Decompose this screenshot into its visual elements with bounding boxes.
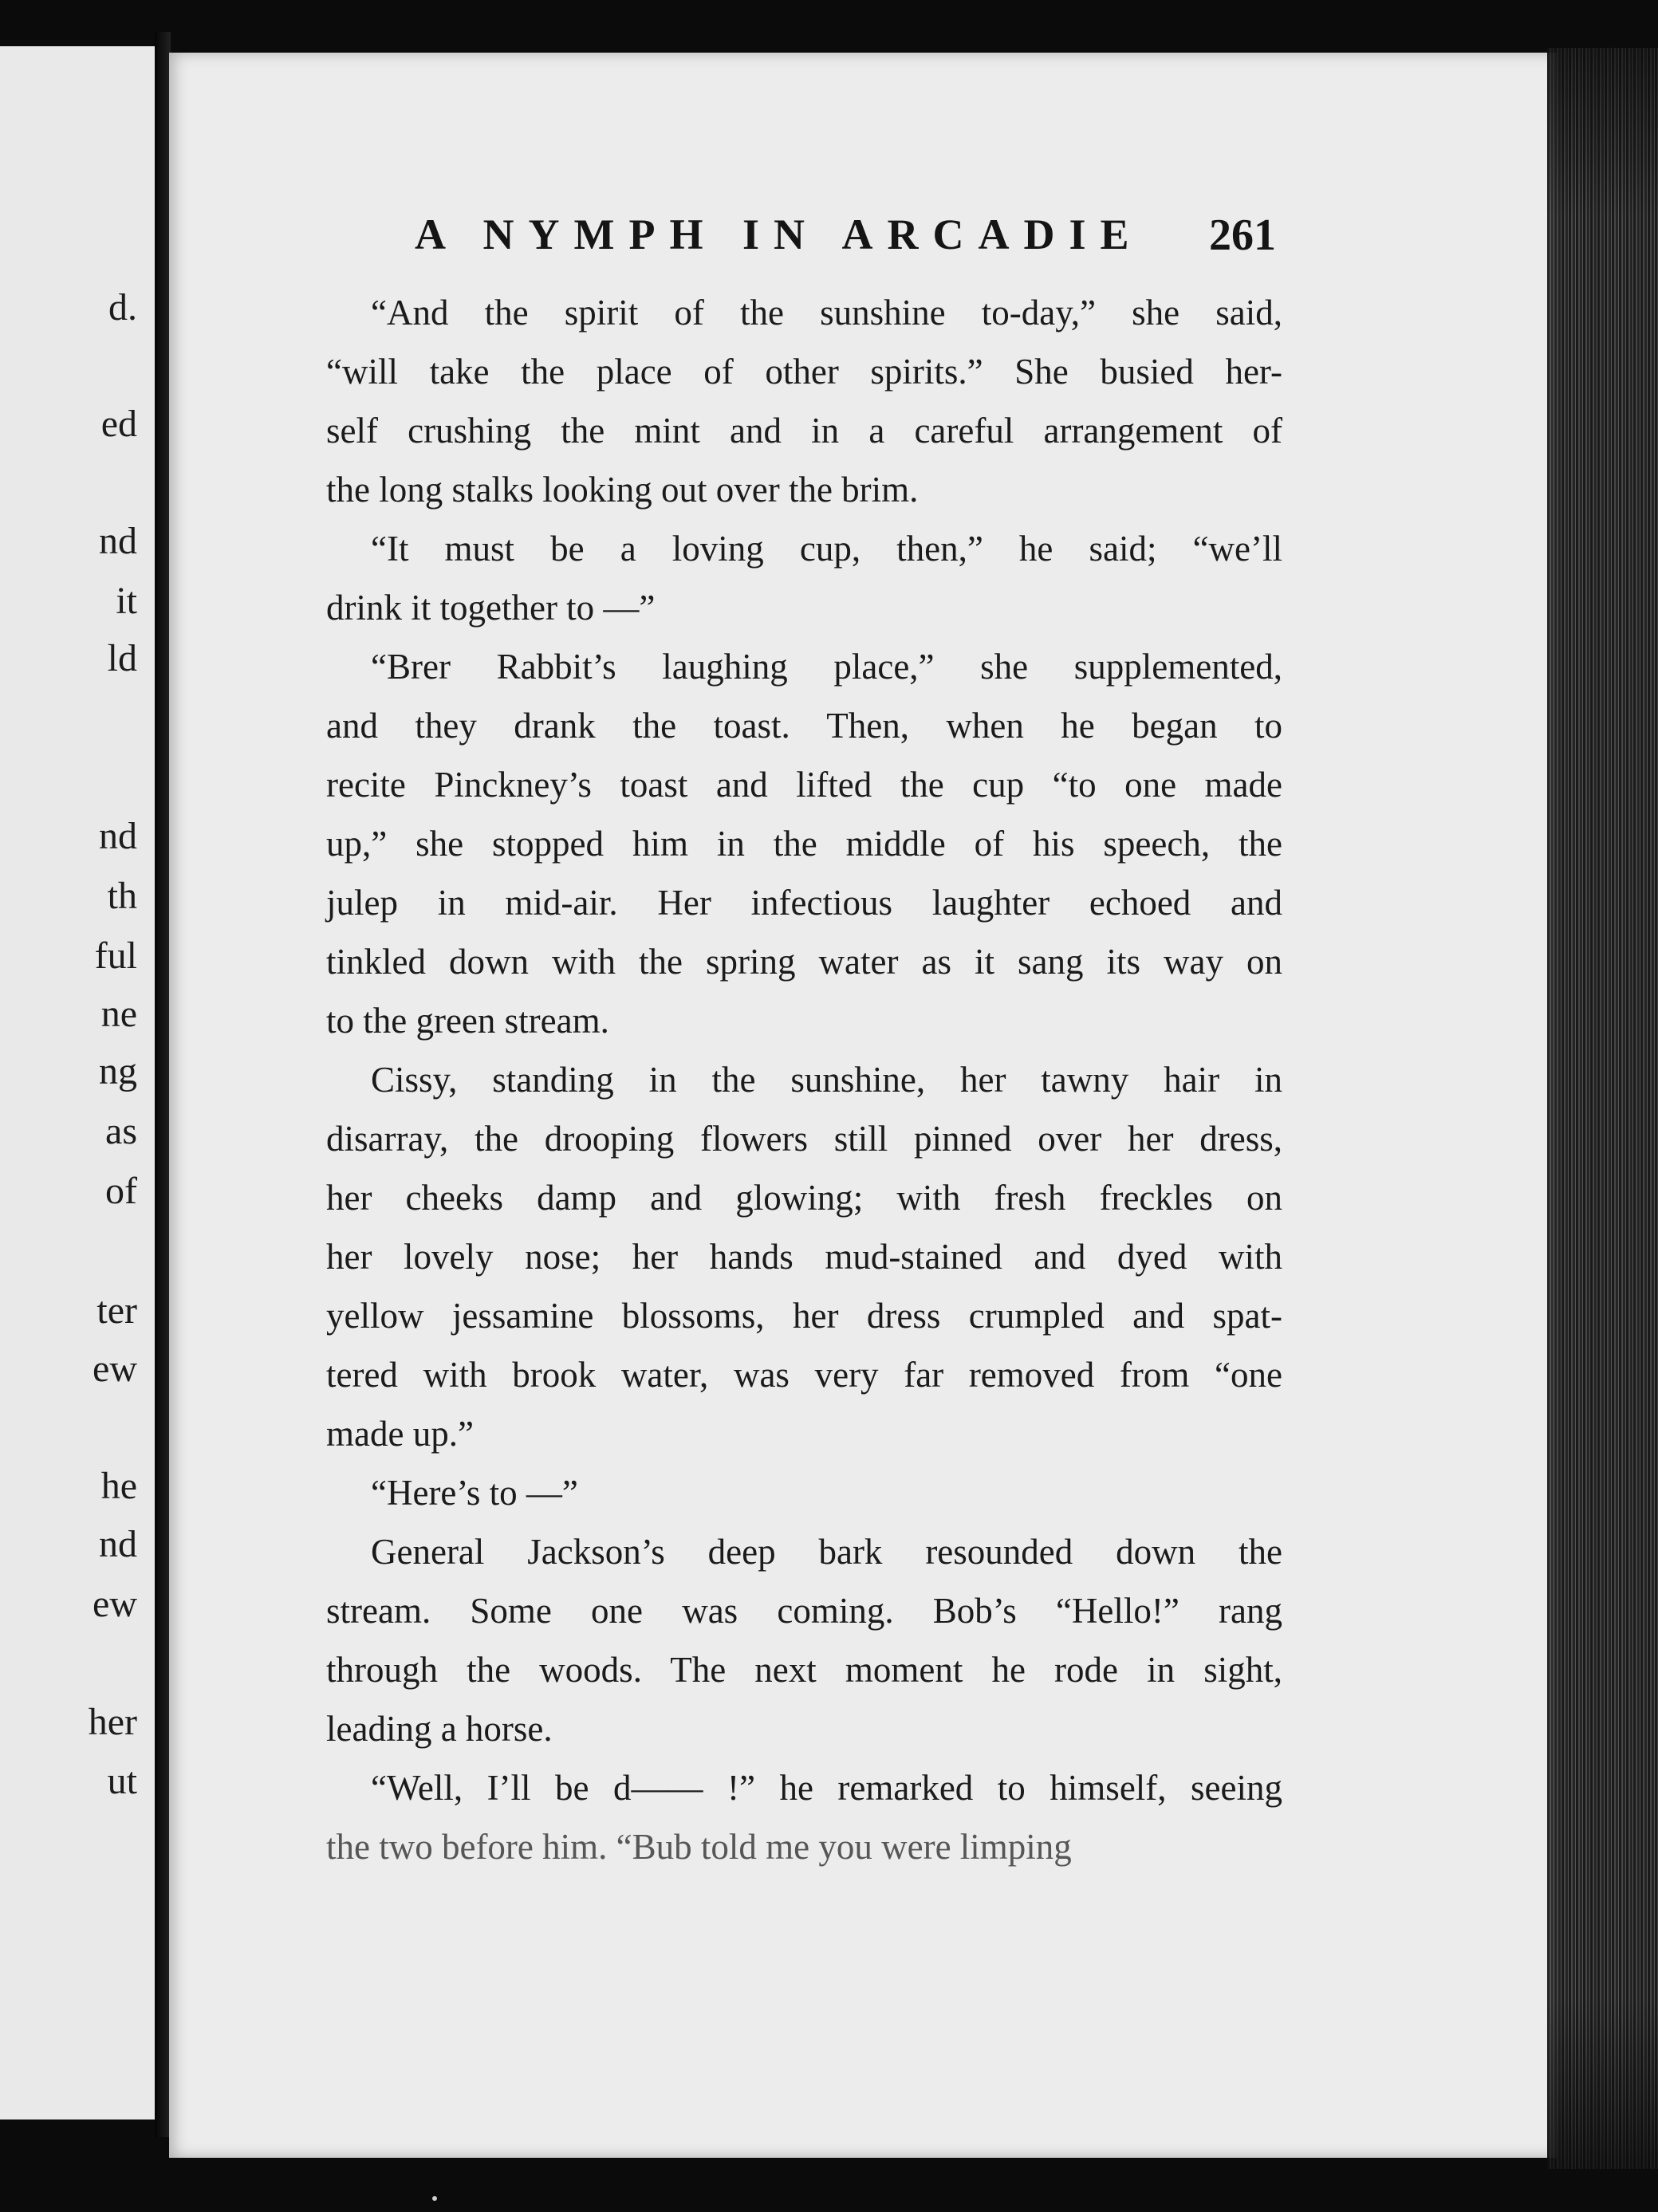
text-line: self crushing the mint and in a careful arrangement of xyxy=(326,411,1282,451)
left-page-line-fragment: nd xyxy=(99,1523,137,1565)
body-text xyxy=(282,283,1282,1876)
text-line: “And the spirit of the sunshine to-day,” she said, xyxy=(371,293,1282,333)
paragraph xyxy=(282,637,1282,1050)
text-line: “It must be a loving cup, then,” he said; “we’ll xyxy=(371,529,1282,569)
text-line: Cissy, standing in the sunshine, her tawny hair in xyxy=(371,1060,1282,1100)
text-line: the long stalks looking out over the brim. xyxy=(326,470,919,510)
left-page-line-fragment: as xyxy=(105,1110,137,1152)
left-page-line-fragment: ld xyxy=(107,637,137,679)
text-line: up,” she stopped him in the middle of his speech, the xyxy=(326,824,1282,864)
left-page-line-fragment: ut xyxy=(107,1760,137,1802)
left-page-line-fragment: ter xyxy=(96,1289,137,1332)
text-line: “will take the place of other spirits.” She busied her- xyxy=(326,352,1282,392)
left-page-line-fragment: ed xyxy=(100,403,137,445)
paragraph xyxy=(282,1050,1282,1463)
text-line: drink it together to —” xyxy=(326,588,656,628)
left-page-line-fragment: her xyxy=(88,1701,137,1743)
page-number: 261 xyxy=(1209,211,1276,260)
left-page-line-fragment: nd xyxy=(99,520,137,562)
left-page-line-fragment: ng xyxy=(99,1050,137,1092)
left-page-line-fragment: nd xyxy=(99,815,137,857)
text-line: julep in mid-air. Her infectious laughter echoed and xyxy=(326,883,1282,923)
paragraph xyxy=(282,1758,1282,1876)
left-page-line-fragment: it xyxy=(116,580,137,622)
running-title: A NYMPH IN ARCADIE xyxy=(415,211,1144,258)
text-line: tered with brook water, was very far removed from “one xyxy=(326,1355,1282,1395)
scan-speck xyxy=(432,2196,437,2201)
left-page-line-fragment: d. xyxy=(108,286,137,329)
left-page-line-fragment: ew xyxy=(93,1583,137,1625)
text-line: “Brer Rabbit’s laughing place,” she supplemented, xyxy=(371,647,1282,687)
text-line: disarray, the drooping flowers still pinned over her dress, xyxy=(326,1119,1282,1159)
left-page-line-fragment: th xyxy=(107,875,137,917)
text-line: tinkled down with the spring water as it sang its way on xyxy=(326,942,1282,982)
text-line: stream. Some one was coming. Bob’s “Hello!” rang xyxy=(326,1591,1282,1631)
book-gutter xyxy=(155,32,171,2137)
page-edges xyxy=(1547,48,1658,2169)
paragraph xyxy=(282,1463,1282,1522)
left-page-fragment xyxy=(0,46,163,2120)
left-page-line-fragment: ful xyxy=(94,935,137,977)
paragraph xyxy=(282,283,1282,519)
text-line: made up.” xyxy=(326,1414,474,1454)
text-line: through the woods. The next moment he rode in sight, xyxy=(326,1650,1282,1690)
left-page-line-fragment: of xyxy=(105,1170,137,1212)
left-page-line-fragment: ne xyxy=(100,993,137,1035)
text-line: recite Pinckney’s toast and lifted the cup “to one made xyxy=(326,765,1282,805)
running-head xyxy=(415,210,1276,266)
text-line: her lovely nose; her hands mud-stained and dyed with xyxy=(326,1237,1282,1277)
text-line: her cheeks damp and glowing; with fresh freckles on xyxy=(326,1178,1282,1218)
text-line: leading a horse. xyxy=(326,1709,553,1749)
text-line: “Here’s to —” xyxy=(371,1473,578,1513)
text-line: the two before him. “Bub told me you were limping xyxy=(326,1827,1072,1867)
left-page-line-fragment: ew xyxy=(93,1348,137,1390)
text-line: and they drank the toast. Then, when he began to xyxy=(326,706,1282,746)
text-line: “Well, I’ll be d—— !” he remarked to himself, seeing xyxy=(371,1768,1282,1808)
text-line: to the green stream. xyxy=(326,1001,609,1041)
paragraph xyxy=(282,519,1282,637)
text-line: yellow jessamine blossoms, her dress crumpled and spat- xyxy=(326,1296,1282,1336)
text-line: General Jackson’s deep bark resounded down the xyxy=(371,1532,1282,1572)
left-page-line-fragment: he xyxy=(100,1465,137,1507)
paragraph xyxy=(282,1522,1282,1758)
